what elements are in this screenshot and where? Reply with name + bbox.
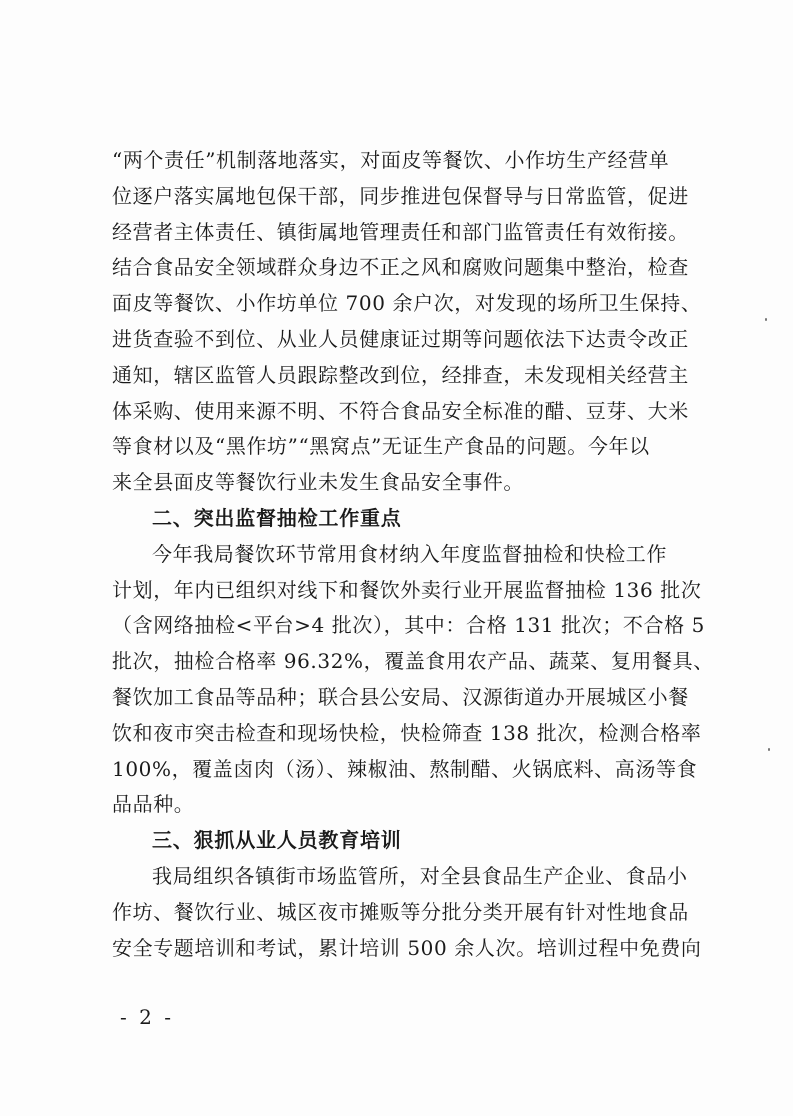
paragraph-line: 经营者主体责任、镇街属地管理责任和部门监管责任有效衔接。: [112, 219, 689, 244]
page-number: - 2 -: [120, 1005, 174, 1029]
document-body: [112, 143, 714, 966]
section-heading-2: 二、突出监督抽检工作重点: [152, 505, 402, 530]
paragraph-line: 体采购、使用来源不明、不符合食品安全标准的醋、豆芽、大米: [112, 398, 689, 423]
paragraph-line: 通知，辖区监管人员跟踪整改到位，经排查，未发现相关经营主: [112, 362, 689, 387]
paragraph-line: 面皮等餐饮、小作坊单位 700 余户次，对发现的场所卫生保持、: [112, 291, 702, 316]
paragraph-line: 100%，覆盖卤肉（汤）、辣椒油、熬制醋、火锅底料、高汤等食: [112, 756, 698, 781]
paragraph-line: 餐饮加工食品等品种；联合县公安局、汉源街道办开展城区小餐: [112, 684, 689, 709]
paragraph-line: 安全专题培训和考试，累计培训 500 余人次。培训过程中免费向: [112, 935, 702, 960]
paragraph-line: 位逐户落实属地包保干部，同步推进包保督导与日常监管，促进: [112, 183, 689, 208]
paragraph-line: 批次，抽检合格率 96.32%，覆盖食用农产品、蔬菜、复用餐具、: [112, 649, 714, 674]
paragraph-line: 品品种。: [112, 792, 195, 817]
paragraph-line: 我局组织各镇街市场监管所，对全县食品生产企业、食品小: [152, 863, 688, 888]
paragraph-line: 今年我局餐饮环节常用食材纳入年度监督抽检和快检工作: [152, 541, 667, 566]
paragraph-line: 来全县面皮等餐饮行业未发生食品安全事件。: [112, 470, 524, 495]
section-heading-3: 三、狠抓从业人员教育培训: [152, 828, 402, 853]
paragraph-line: 等食材以及“黑作坊”“黑窝点”无证生产食品的问题。今年以: [112, 434, 650, 459]
scan-speck: [768, 748, 770, 751]
paragraph-line: 计划，年内已组织对线下和餐饮外卖行业开展监督抽检 136 批次: [112, 577, 702, 602]
paragraph-line: 作坊、餐饮行业、城区夜市摊贩等分批分类开展有针对性地食品: [112, 899, 689, 924]
paragraph-line: 结合食品安全领域群众身边不正之风和腐败问题集中整治，检查: [112, 255, 689, 280]
paragraph-line: （含网络抽检<平台>4 批次），其中：合格 131 批次；不合格 5: [112, 613, 705, 638]
paragraph-line: “两个责任”机制落地落实，对面皮等餐饮、小作坊生产经营单: [112, 148, 670, 172]
scan-speck: [765, 318, 767, 321]
paragraph-line: 饮和夜市突击检查和现场快检，快检筛查 138 批次，检测合格率: [112, 720, 702, 745]
paragraph-line: 进货查验不到位、从业人员健康证过期等问题依法下达责令改正: [112, 326, 689, 351]
